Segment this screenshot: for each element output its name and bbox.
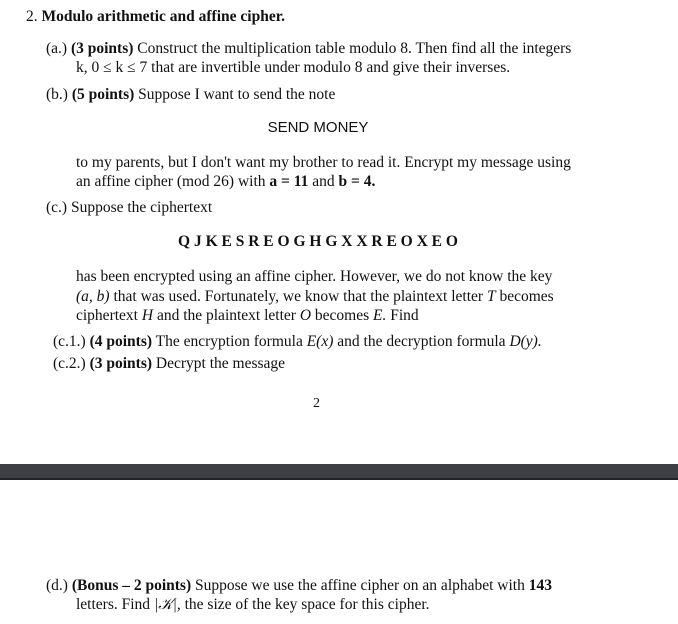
part-c-line-4	[76, 307, 419, 325]
part-c1-label: (c.1.)	[53, 333, 86, 350]
part-d-label: (d.)	[46, 577, 68, 594]
part-a-label: (a.)	[46, 40, 68, 57]
part-b-text-2: an affine cipher (mod 26) with	[76, 173, 266, 190]
key-b-expression: b = 4.	[338, 173, 376, 190]
decryption-formula: D(y).	[509, 333, 542, 350]
ciphertext-letter-e: E.	[373, 307, 387, 324]
part-c2-text: Decrypt the message	[155, 355, 286, 372]
part-b-points: (5 points)	[71, 86, 135, 103]
part-a-line-1	[46, 40, 571, 58]
key-pair: (a, b)	[76, 288, 110, 305]
part-c1-points: (4 points)	[89, 333, 153, 350]
page-divider	[0, 464, 678, 480]
ciphertext: Q J K E S R E O G H G X X R E O X E O	[178, 233, 458, 250]
plaintext-letter-t: T	[486, 288, 496, 305]
part-c1-text-1: The encryption formula	[155, 333, 303, 350]
part-b-line-3	[76, 173, 375, 191]
problem-heading	[26, 8, 285, 26]
part-d-line-1	[46, 577, 552, 595]
part-c-intro: Suppose the ciphertext	[70, 199, 213, 216]
page-number: 2	[313, 396, 320, 411]
part-c-text-3: becomes	[499, 288, 554, 305]
part-c-text-5: and the plaintext letter	[156, 307, 296, 324]
part-c-text-6: becomes	[314, 307, 370, 324]
part-c-text-4: ciphertext	[76, 307, 138, 324]
part-b-label: (b.)	[46, 86, 68, 103]
problem-title: Modulo arithmetic and affine cipher.	[41, 8, 286, 25]
part-b-and: and	[312, 173, 335, 190]
part-a-text-1: Construct the multiplication table modulo 8. Then find all the integers	[137, 40, 572, 57]
part-d-text-3: the size of the key space for this cipher.	[184, 596, 430, 613]
ciphertext-letter-h: H	[141, 307, 154, 324]
part-c-text-7: Find	[390, 307, 419, 324]
plaintext-message: SEND MONEY	[267, 119, 369, 136]
part-a-points: (3 points)	[70, 40, 134, 57]
part-c-label: (c.)	[46, 199, 68, 216]
part-d-text-2: letters. Find	[76, 596, 151, 613]
part-a-text-2: k, 0 ≤ k ≤ 7 that are invertible under modulo 8 and give their inverses.	[76, 59, 511, 76]
part-c2-line	[53, 355, 285, 373]
encryption-formula: E(x)	[306, 333, 334, 350]
part-c-line-1	[46, 199, 212, 217]
key-space-notation: |𝒦|,	[153, 596, 181, 613]
alphabet-size: 143	[528, 577, 552, 594]
part-b-text-1: to my parents, but I don't want my brother to read it. Encrypt my message using	[76, 154, 571, 171]
part-d-bonus: (Bonus – 2 points)	[71, 577, 192, 594]
part-c1-line	[53, 333, 542, 351]
part-b-message	[0, 119, 636, 136]
key-a-expression: a = 11	[269, 173, 309, 190]
part-c-text-1: has been encrypted using an affine cipher. However, we do not know the key	[76, 268, 553, 285]
part-a-line-2	[76, 59, 510, 77]
part-c-line-3	[76, 288, 554, 306]
part-b-line-1	[46, 86, 335, 104]
part-c-ciphertext	[0, 233, 636, 251]
part-c1-text-2: and the decryption formula	[337, 333, 506, 350]
part-c2-points: (3 points)	[89, 355, 153, 372]
part-d-text-1: Suppose we use the affine cipher on an alphabet with	[195, 577, 525, 594]
part-d-line-2	[76, 596, 430, 614]
part-c2-label: (c.2.)	[53, 355, 86, 372]
problem-number: 2.	[26, 8, 38, 25]
part-b-line-2	[76, 154, 571, 172]
part-c-line-2	[76, 268, 552, 286]
part-c-text-2: that was used. Fortunately, we know that the plaintext letter	[113, 288, 484, 305]
plaintext-letter-o: O	[299, 307, 312, 324]
part-b-intro: Suppose I want to send the note	[138, 86, 336, 103]
